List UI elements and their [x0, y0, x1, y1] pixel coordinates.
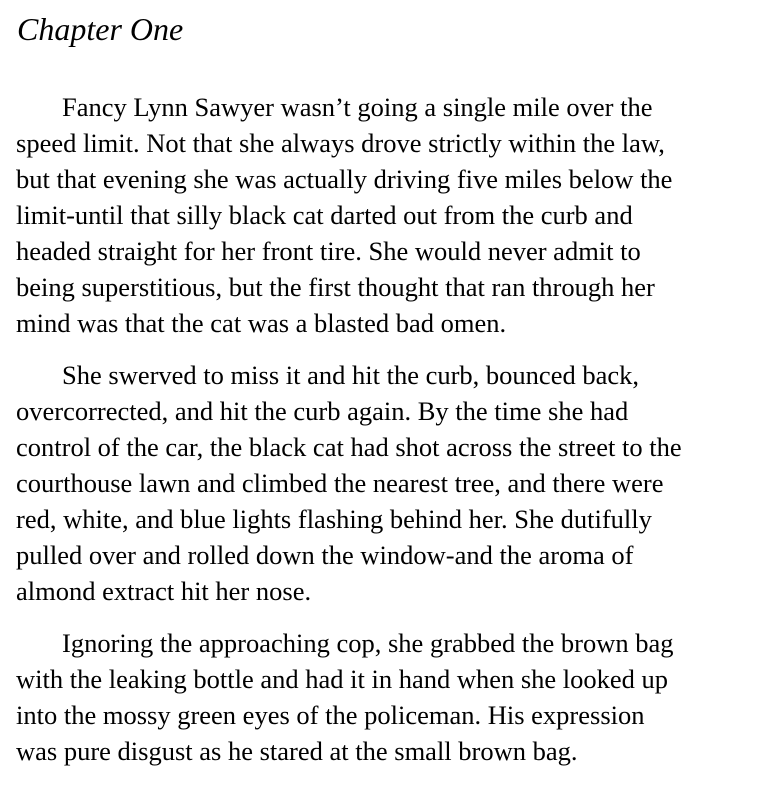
- text-line: mind was that the cat was a blasted bad omen.: [16, 308, 507, 338]
- text-line: She swerved to miss it and hit the curb, bounced back,: [62, 360, 639, 390]
- paragraph-2: [16, 357, 775, 609]
- text-line: with the leaking bottle and had it in hand when she looked up: [16, 664, 669, 694]
- paragraph-3: [16, 625, 775, 769]
- text-line: pulled over and rolled down the window-and the aroma of: [16, 540, 634, 570]
- text-line: courthouse lawn and climbed the nearest tree, and there were: [16, 468, 664, 498]
- chapter-title: Chapter One: [17, 11, 184, 47]
- text-line: Fancy Lynn Sawyer wasn’t going a single mile over the: [62, 92, 653, 122]
- text-line: but that evening she was actually driving five miles below the: [16, 164, 673, 194]
- text-line: overcorrected, and hit the curb again. By the time she had: [16, 396, 629, 426]
- text-line: being superstitious, but the first thought that ran through her: [16, 272, 655, 302]
- text-line: headed straight for her front tire. She would never admit to: [16, 236, 641, 266]
- text-line: speed limit. Not that she always drove strictly within the law,: [16, 128, 665, 158]
- text-line: into the mossy green eyes of the policeman. His expression: [16, 700, 645, 730]
- text-line: almond extract hit her nose.: [16, 576, 312, 606]
- text-line: control of the car, the black cat had shot across the street to the: [16, 432, 682, 462]
- text-line: red, white, and blue lights flashing behind her. She dutifully: [16, 504, 652, 534]
- chapter-body: [16, 89, 775, 785]
- text-line: was pure disgust as he stared at the small brown bag.: [16, 736, 578, 766]
- text-line: limit-until that silly black cat darted out from the curb and: [16, 200, 633, 230]
- paragraph-1: [16, 89, 775, 341]
- text-line: Ignoring the approaching cop, she grabbed the brown bag: [62, 628, 674, 658]
